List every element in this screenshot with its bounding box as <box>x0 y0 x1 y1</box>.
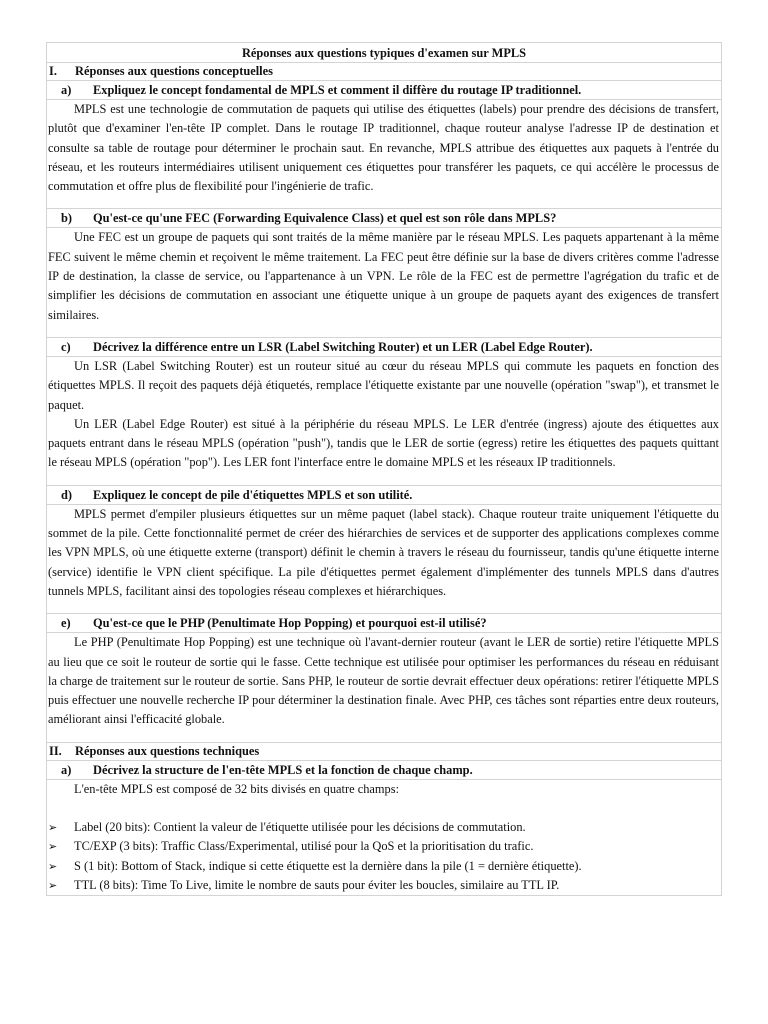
document-title: Réponses aux questions typiques d'examen sur MPLS <box>46 42 722 63</box>
section-number: I. <box>49 64 57 78</box>
question-text: Décrivez la différence entre un LSR (Label Switching Router) et un LER (Label Edge Router). <box>93 339 593 354</box>
section-label: Réponses aux questions techniques <box>75 743 260 758</box>
question-text: Qu'est-ce que le PHP (Penultimate Hop Popping) et pourquoi est-il utilisé? <box>93 616 487 631</box>
question-letter: a) <box>61 83 72 97</box>
question-heading <box>46 614 722 633</box>
list-item <box>48 857 719 876</box>
answer-paragraph: Un LER (Label Edge Router) est situé à la périphérie du réseau MPLS. Le LER d'entrée (ingress) ajoute des étiquettes aux paquets entrant dans le réseau MPLS (opération "push"), tandis que le LER de sortie (egress) retire les étiquettes des paquets quittant le réseau MPLS (opération "pop"). Les LER font l'interface entre le domaine MPLS et les réseaux IP traditionnels. <box>48 416 719 470</box>
question-heading <box>46 486 722 505</box>
answer-paragraph: L'en-tête MPLS est composé de 32 bits divisés en quatre champs: <box>74 781 400 796</box>
question-letter: c) <box>61 339 71 354</box>
answer-paragraph: MPLS permet d'empiler plusieurs étiquettes sur un même paquet (label stack). Chaque routeur traite uniquement l'étiquette du sommet de la pile. Cette fonctionnalité permet de créer des hiérarchies de services et de supporter des applications complexes comme les VPN MPLS, où une étiquette externe (transport) définit le chemin à travers le réseau du fournisseur, tandis qu'une étiquette interne (service) identifie le VPN client spécifique. La pile d'étiquettes permet également d'implémenter des tunnels MPLS dans d'autres tunnels MPLS, facilitant ainsi des topologies réseau complexes et hiérarchiques. <box>48 506 719 598</box>
arrow-bullet-icon: ➢ <box>48 878 58 892</box>
question-text: Décrivez la structure de l'en-tête MPLS et la fonction de chaque champ. <box>93 762 473 777</box>
list-item <box>48 876 719 895</box>
list-item-text: TC/EXP (3 bits): Traffic Class/Experimental, utilisé pour la QoS et la prioritisation du trafic. <box>74 839 534 854</box>
section-number: II. <box>49 743 62 758</box>
document-page <box>46 42 722 896</box>
list-item-text: TTL (8 bits): Time To Live, limite le nombre de sauts pour éviter les boucles, similaire au TTL IP. <box>74 877 560 892</box>
question-letter: e) <box>61 616 71 631</box>
question-heading <box>46 209 722 228</box>
question-letter: d) <box>61 487 73 502</box>
list-item <box>48 818 719 837</box>
question-letter: b) <box>61 211 73 226</box>
answer-block <box>46 505 722 614</box>
answer-block <box>46 780 722 896</box>
list-item-text: S (1 bit): Bottom of Stack, indique si cette étiquette est la dernière dans la pile (1 = dernière étiquette). <box>74 858 582 873</box>
question-heading <box>46 338 722 357</box>
answer-paragraph: MPLS est une technologie de commutation de paquets qui utilise des étiquettes (labels) pour prendre des décisions de transfert, plutôt que d'examiner l'en-tête IP complet. Dans le routage IP traditionnel, chaque routeur analyse l'adresse IP de destination et consulte sa table de routage pour déterminer le prochain saut. En revanche, MPLS attribue des étiquettes aux paquets à l'entrée du réseau, et les routeurs intermédiaires utilisent uniquement ces étiquettes pour transférer les paquets, ce qui accélère le processus de commutation et offre plus de flexibilité pour l'ingénierie de trafic. <box>48 102 719 194</box>
answer-block <box>46 228 722 337</box>
answer-paragraph: Un LSR (Label Switching Router) est un routeur situé au cœur du réseau MPLS qui commute les paquets en fonction des étiquettes MPLS. Il reçoit des paquets déjà étiquetés, remplace l'étiquette existante par une nouvelle (opération "swap"), et transmet le paquet. <box>48 358 719 412</box>
question-heading <box>46 761 722 780</box>
section-heading <box>46 63 722 81</box>
answer-block <box>46 633 722 742</box>
question-text: Qu'est-ce qu'une FEC (Forwarding Equivalence Class) et quel est son rôle dans MPLS? <box>93 211 557 226</box>
section-label: Réponses aux questions conceptuelles <box>75 64 273 78</box>
section-heading <box>46 743 722 761</box>
answer-paragraph: Une FEC est un groupe de paquets qui sont traités de la même manière par le réseau MPLS. Les paquets appartenant à la même FEC suivent le même chemin et reçoivent le même traitement. La FEC peut être définie sur la base de divers critères comme l'adresse IP de destination, la classe de service, ou l'appartenance à un VPN. Le rôle de la FEC est de permettre l'agrégation du trafic et de simplifier les décisions de commutation en associant une étiquette unique à un groupe de paquets ayant des exigences de transfert similaires. <box>48 230 719 322</box>
arrow-bullet-icon: ➢ <box>48 821 58 835</box>
answer-block <box>46 357 722 486</box>
question-text: Expliquez le concept fondamental de MPLS et comment il diffère du routage IP traditionnel. <box>93 83 582 97</box>
answer-paragraph: Le PHP (Penultimate Hop Popping) est une technique où l'avant-dernier routeur (avant le LER de sortie) retire l'étiquette MPLS au lieu que ce soit le routeur de sortie qui le fasse. Cette technique est utilisée pour optimiser les performances du réseau en réduisant la charge de traitement sur le routeur de sortie. Sans PHP, le routeur de sortie devrait effectuer deux opérations: retirer l'étiquette MPLS puis effectuer une nouvelle recherche IP pour déterminer la destination finale. Avec PHP, ces tâches sont réparties entre deux routeurs, améliorant ainsi l'efficacité globale. <box>48 635 719 727</box>
bullet-list <box>48 818 719 895</box>
arrow-bullet-icon: ➢ <box>48 840 58 854</box>
arrow-bullet-icon: ➢ <box>48 859 58 873</box>
list-item <box>48 837 719 856</box>
question-letter: a) <box>61 762 72 777</box>
question-text: Expliquez le concept de pile d'étiquettes MPLS et son utilité. <box>93 487 413 502</box>
list-item-text: Label (20 bits): Contient la valeur de l'étiquette utilisée pour les décisions de commutation. <box>74 820 526 835</box>
question-heading <box>46 81 722 100</box>
answer-block <box>46 100 722 209</box>
